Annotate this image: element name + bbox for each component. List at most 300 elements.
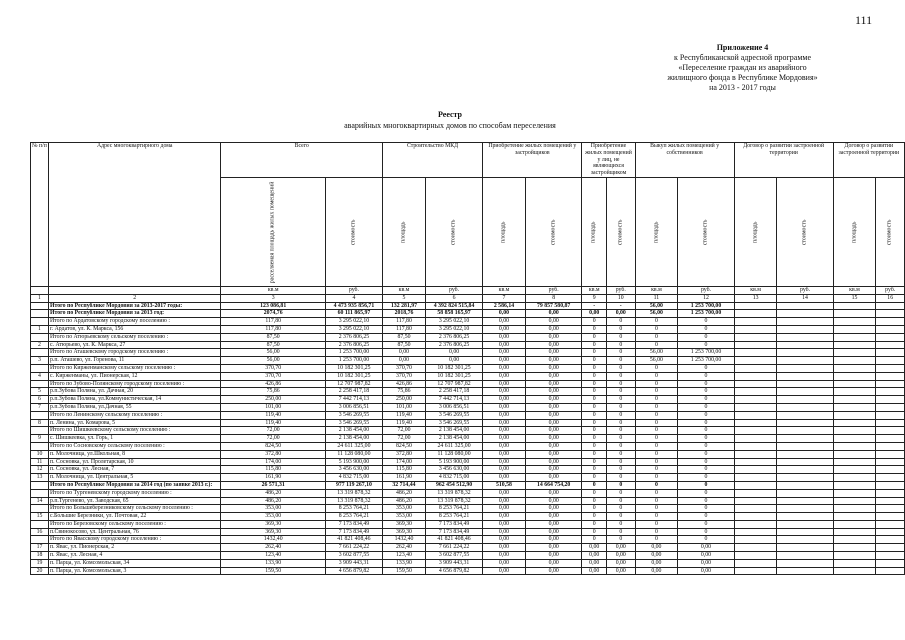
row-value: 0: [635, 513, 678, 521]
row-value: 0: [635, 442, 678, 450]
row-value: 0,00: [483, 364, 526, 372]
row-value: 0,00: [607, 552, 636, 560]
row-address: Итого по Ленинскому сельскому поселению :: [48, 411, 221, 419]
row-value: 0: [582, 520, 607, 528]
row-value: [833, 427, 876, 435]
row-value: [734, 435, 777, 443]
row-value: 3 006 856,51: [325, 403, 382, 411]
row-value: 2 376 806,25: [325, 333, 382, 341]
row-value: [876, 388, 905, 396]
row-value: [777, 505, 833, 513]
row-value: 0: [678, 380, 734, 388]
row-address: п. Сосновка, ул. Пролетарская, 10: [48, 458, 221, 466]
row-value: 75,86: [382, 388, 425, 396]
row-value: [777, 364, 833, 372]
table-row: [31, 466, 905, 474]
row-value: 0: [582, 372, 607, 380]
row-value: 0: [582, 458, 607, 466]
row-value: 962 454 512,90: [426, 481, 483, 489]
subtotal-row: [31, 427, 905, 435]
row-value: [833, 364, 876, 372]
row-value: 5 193 900,00: [426, 458, 483, 466]
row-address: р.п. Аташево, ул. Горенова, 11: [48, 357, 221, 365]
row-value: [833, 520, 876, 528]
table-row: [31, 325, 905, 333]
row-value: [876, 372, 905, 380]
sub-area: площадь: [833, 177, 876, 286]
row-value: 486,20: [382, 497, 425, 505]
column-number: 9: [582, 294, 607, 302]
row-value: [876, 442, 905, 450]
row-value: 0,00: [483, 396, 526, 404]
row-value: 1 253 700,00: [325, 357, 382, 365]
row-value: 2074,76: [221, 310, 325, 318]
row-value: 0: [635, 427, 678, 435]
row-value: 977 119 267,10: [325, 481, 382, 489]
row-value: 0,00: [382, 357, 425, 365]
row-value: [876, 489, 905, 497]
row-value: [833, 481, 876, 489]
row-value: 56,00: [635, 310, 678, 318]
row-value: 0: [582, 364, 607, 372]
row-value: [734, 458, 777, 466]
row-value: 0: [607, 497, 636, 505]
row-value: 159,50: [382, 567, 425, 575]
row-value: 370,70: [382, 372, 425, 380]
row-value: 11 128 080,00: [325, 450, 382, 458]
row-value: 13 319 878,32: [325, 497, 382, 505]
row-address: Итого по Березовскому сельскому поселению :: [48, 520, 221, 528]
row-value: [734, 302, 777, 310]
row-value: [876, 318, 905, 326]
row-value: 0,00: [525, 513, 582, 521]
subtotal-row: [31, 318, 905, 326]
row-value: [777, 544, 833, 552]
row-value: [833, 559, 876, 567]
row-value: 3 602 877,55: [426, 552, 483, 560]
row-value: 2 138 454,00: [426, 427, 483, 435]
row-value: 369,30: [382, 528, 425, 536]
row-value: 0: [582, 427, 607, 435]
row-value: 0: [635, 528, 678, 536]
row-value: 87,50: [382, 341, 425, 349]
row-value: [833, 349, 876, 357]
row-value: [734, 364, 777, 372]
row-value: 79 857 580,87: [525, 302, 582, 310]
row-value: 510,58: [483, 481, 526, 489]
row-value: 3 295 022,10: [325, 318, 382, 326]
row-value: 41 821 408,46: [426, 536, 483, 544]
row-value: 0,00: [525, 411, 582, 419]
header-address: Адрес многоквартирного дома: [48, 143, 221, 287]
row-value: [876, 419, 905, 427]
row-value: [734, 559, 777, 567]
table-row: [31, 544, 905, 552]
row-value: 0: [678, 341, 734, 349]
row-number: 10: [31, 450, 49, 458]
row-value: [734, 318, 777, 326]
row-value: 0,00: [483, 357, 526, 365]
row-value: [734, 481, 777, 489]
row-value: [734, 396, 777, 404]
row-value: 372,80: [221, 450, 325, 458]
row-address: р.п.Тургенево, ул. Заводская, 65: [48, 497, 221, 505]
row-value: 0,00: [483, 474, 526, 482]
row-value: 2 376 806,25: [325, 341, 382, 349]
row-value: [833, 567, 876, 575]
row-address: р.п.Зубова Поляна, ул.Коммунистическая, 14: [48, 396, 221, 404]
row-address: п. Явас, ул. Лесная, 4: [48, 552, 221, 560]
row-value: [777, 474, 833, 482]
row-value: 0: [635, 396, 678, 404]
row-address: п.Свинокосово, ул. Центральная, 76: [48, 528, 221, 536]
row-value: [777, 357, 833, 365]
row-value: 0,00: [483, 333, 526, 341]
row-value: 0: [635, 411, 678, 419]
row-value: 0: [582, 357, 607, 365]
row-value: [734, 380, 777, 388]
row-value: 2 258 417,18: [426, 388, 483, 396]
row-value: [734, 427, 777, 435]
row-value: 58 858 165,97: [426, 310, 483, 318]
sub-cost: стоимость: [876, 177, 905, 286]
row-address: п. Ленина, ул. Комарова, 5: [48, 419, 221, 427]
row-value: 0: [678, 442, 734, 450]
row-value: 0: [582, 349, 607, 357]
row-number: [31, 536, 49, 544]
row-value: 369,30: [221, 528, 325, 536]
row-value: 0: [678, 481, 734, 489]
row-value: [734, 388, 777, 396]
row-value: [876, 474, 905, 482]
row-value: 0: [635, 520, 678, 528]
row-value: 75,86: [221, 388, 325, 396]
row-value: 32 714,44: [382, 481, 425, 489]
row-value: 0,00: [525, 497, 582, 505]
row-value: 0: [607, 513, 636, 521]
row-value: 14 664 754,20: [525, 481, 582, 489]
row-value: [777, 513, 833, 521]
sub-cost: стоимость: [426, 177, 483, 286]
row-value: [777, 489, 833, 497]
row-value: 2 138 454,00: [325, 427, 382, 435]
row-value: 123,40: [382, 552, 425, 560]
row-value: [876, 411, 905, 419]
row-value: 353,00: [382, 505, 425, 513]
row-value: 0,00: [483, 380, 526, 388]
row-number: [31, 380, 49, 388]
row-value: 0,00: [525, 559, 582, 567]
row-value: 0: [582, 481, 607, 489]
column-number: 2: [48, 294, 221, 302]
row-value: 2 258 417,18: [325, 388, 382, 396]
row-value: 0,00: [483, 552, 526, 560]
row-value: 372,80: [382, 450, 425, 458]
row-value: 0: [678, 520, 734, 528]
appendix-line3: «Переселение граждан из аварийного: [678, 63, 807, 72]
row-value: [833, 310, 876, 318]
column-number: 7: [483, 294, 526, 302]
row-value: [777, 310, 833, 318]
row-value: 123 086,81: [221, 302, 325, 310]
appendix-line2: к Республиканской адресной программе: [673, 53, 812, 62]
row-value: 0,00: [582, 544, 607, 552]
column-number-row: [31, 294, 905, 302]
row-value: [833, 388, 876, 396]
row-value: 101,00: [221, 403, 325, 411]
row-value: 0,00: [525, 458, 582, 466]
row-value: [833, 489, 876, 497]
appendix-line1: Приложение 4: [716, 43, 769, 52]
row-address: Итого по Большеберезниковскому сельскому поселению :: [48, 505, 221, 513]
row-value: [833, 474, 876, 482]
row-value: [833, 544, 876, 552]
row-value: [777, 325, 833, 333]
row-value: 824,50: [382, 442, 425, 450]
row-value: 0,00: [483, 559, 526, 567]
table-row: [31, 403, 905, 411]
row-value: 0: [582, 333, 607, 341]
header-territory-1: Договор о развитии застроенной территории: [734, 143, 833, 178]
row-value: 0: [607, 458, 636, 466]
row-number: 14: [31, 497, 49, 505]
row-value: 2018,76: [382, 310, 425, 318]
row-address: г. Ардатов, ул. К. Маркса, 156: [48, 325, 221, 333]
row-address: Итого по Ардатовскому городскому поселению :: [48, 318, 221, 326]
row-value: [777, 481, 833, 489]
row-value: 0,00: [607, 310, 636, 318]
row-value: 119,40: [382, 411, 425, 419]
row-address: Итого по Тургеневскому городскому поселению :: [48, 489, 221, 497]
row-value: 0: [635, 435, 678, 443]
row-value: 0,00: [483, 567, 526, 575]
row-value: 159,50: [221, 567, 325, 575]
row-value: 0: [607, 520, 636, 528]
row-value: 0,00: [525, 552, 582, 560]
row-value: [734, 489, 777, 497]
row-number: [31, 442, 49, 450]
row-value: [833, 497, 876, 505]
row-number: [31, 411, 49, 419]
row-value: 0,00: [525, 341, 582, 349]
row-value: [734, 403, 777, 411]
row-value: 161,90: [382, 474, 425, 482]
column-number: 12: [678, 294, 734, 302]
row-number: 19: [31, 559, 49, 567]
row-address: с.Большие Березники, ул. Почтовая, 22: [48, 513, 221, 521]
row-value: 2 138 454,00: [325, 435, 382, 443]
row-value: 3 006 856,51: [426, 403, 483, 411]
row-value: 0: [678, 474, 734, 482]
row-value: 0: [635, 341, 678, 349]
row-value: 3 546 269,55: [325, 419, 382, 427]
row-number: [31, 364, 49, 372]
table-row: [31, 552, 905, 560]
row-value: 0: [678, 536, 734, 544]
row-value: 174,00: [382, 458, 425, 466]
row-value: 0: [607, 505, 636, 513]
column-number: 14: [777, 294, 833, 302]
row-value: [833, 302, 876, 310]
row-value: 0,00: [483, 318, 526, 326]
row-value: 12 707 987,82: [426, 380, 483, 388]
row-value: 123,40: [221, 552, 325, 560]
row-value: 0,00: [582, 559, 607, 567]
row-value: [876, 544, 905, 552]
row-value: [734, 466, 777, 474]
row-value: [777, 411, 833, 419]
table-row: [31, 497, 905, 505]
row-value: 0,00: [426, 349, 483, 357]
row-value: 161,90: [221, 474, 325, 482]
row-value: 0: [607, 528, 636, 536]
row-value: [876, 458, 905, 466]
row-value: [777, 442, 833, 450]
row-address: Итого по Республике Мордовия за 2013-2017 годы:: [48, 302, 221, 310]
row-number: 3: [31, 357, 49, 365]
row-address: с. Атюрьево, ул. К. Маркса, 27: [48, 341, 221, 349]
row-number: [31, 505, 49, 513]
row-value: 2 376 806,25: [426, 333, 483, 341]
row-value: 0: [635, 466, 678, 474]
row-address: п. Явас, ул. Пионерская, 2: [48, 544, 221, 552]
row-value: 119,40: [221, 411, 325, 419]
row-value: [876, 466, 905, 474]
units-row: кв.м руб. кв.м руб. кв.м руб. кв.м руб. кв.м руб. кв.м руб. кв.м руб.: [31, 286, 905, 294]
row-value: 0: [607, 435, 636, 443]
row-value: 2 138 454,00: [426, 435, 483, 443]
row-value: 369,30: [382, 520, 425, 528]
header-not-developer: Приобретение жилых помещений у лиц, не являющихся застройщиком: [582, 143, 635, 178]
row-value: [833, 552, 876, 560]
row-value: 0: [635, 536, 678, 544]
row-value: -: [607, 302, 636, 310]
subtotal-row: [31, 411, 905, 419]
row-value: 0: [582, 513, 607, 521]
row-value: 0,00: [525, 349, 582, 357]
row-value: 0: [607, 481, 636, 489]
column-number: 8: [525, 294, 582, 302]
row-value: [777, 458, 833, 466]
row-value: 87,50: [382, 333, 425, 341]
row-value: 0,00: [483, 442, 526, 450]
row-value: 0,00: [525, 318, 582, 326]
row-value: [734, 505, 777, 513]
row-value: [777, 419, 833, 427]
row-value: 0: [607, 442, 636, 450]
row-number: 18: [31, 552, 49, 560]
row-value: 0: [582, 489, 607, 497]
row-value: 0: [678, 388, 734, 396]
sub-area: площадь: [382, 177, 425, 286]
row-value: 0: [607, 341, 636, 349]
row-value: 353,00: [382, 513, 425, 521]
row-value: 87,50: [221, 333, 325, 341]
row-value: [734, 450, 777, 458]
row-value: [777, 466, 833, 474]
sub-cost: стоимость: [525, 177, 582, 286]
row-number: [31, 302, 49, 310]
row-value: 0,00: [525, 380, 582, 388]
row-value: 2 376 806,25: [426, 341, 483, 349]
row-value: 0,00: [525, 396, 582, 404]
column-number: 5: [382, 294, 425, 302]
row-value: 262,40: [221, 544, 325, 552]
row-value: 0: [607, 419, 636, 427]
row-value: 8 253 764,21: [325, 505, 382, 513]
row-value: [833, 396, 876, 404]
row-address: Итого по Республике Мордовия за 2013 год:: [48, 310, 221, 318]
appendix-line4: жилищного фонда в Республике Мордовия»: [667, 73, 818, 82]
row-value: 0,00: [525, 505, 582, 513]
row-value: 72,00: [221, 427, 325, 435]
row-value: 0: [635, 333, 678, 341]
row-value: [876, 450, 905, 458]
row-value: [876, 310, 905, 318]
page-number: 111: [855, 13, 873, 27]
row-value: 0: [607, 333, 636, 341]
row-value: 3 909 443,31: [426, 559, 483, 567]
row-value: [833, 318, 876, 326]
row-value: 56,00: [635, 357, 678, 365]
row-value: 4 392 824 515,84: [426, 302, 483, 310]
row-value: 370,70: [221, 364, 325, 372]
row-number: 5: [31, 388, 49, 396]
row-value: [734, 513, 777, 521]
row-value: 13 319 878,32: [426, 497, 483, 505]
row-address: п. Парца, ул. Комсомольская, 34: [48, 559, 221, 567]
row-value: 0,00: [483, 372, 526, 380]
table-row: [31, 435, 905, 443]
row-value: [777, 536, 833, 544]
row-value: 0: [607, 427, 636, 435]
row-value: 0: [607, 380, 636, 388]
header-developer: Приобретение жилых помещений у застройщиков: [483, 143, 582, 178]
column-number: 11: [635, 294, 678, 302]
row-number: 16: [31, 528, 49, 536]
row-value: 0,00: [483, 536, 526, 544]
row-value: 0: [607, 411, 636, 419]
row-value: 0: [678, 318, 734, 326]
row-number: [31, 349, 49, 357]
row-value: 5 193 900,00: [325, 458, 382, 466]
row-value: 1 253 700,00: [678, 302, 734, 310]
row-value: 0,00: [678, 559, 734, 567]
table-row: [31, 474, 905, 482]
row-value: 0,00: [525, 364, 582, 372]
row-value: 0: [607, 388, 636, 396]
subtotal-row: [31, 380, 905, 388]
row-number: [31, 520, 49, 528]
row-value: [777, 302, 833, 310]
row-value: 0: [607, 372, 636, 380]
row-value: 0: [607, 474, 636, 482]
sub-area: площадь: [582, 177, 607, 286]
row-value: 0: [678, 497, 734, 505]
row-number: 17: [31, 544, 49, 552]
row-value: 56,00: [635, 302, 678, 310]
row-value: 0,00: [525, 544, 582, 552]
row-value: 3 546 269,55: [426, 411, 483, 419]
row-value: 0,00: [483, 341, 526, 349]
row-value: 11 128 080,00: [426, 450, 483, 458]
column-number: 3: [221, 294, 325, 302]
row-value: 0: [582, 380, 607, 388]
row-value: 0,00: [483, 427, 526, 435]
row-value: 72,00: [382, 427, 425, 435]
row-value: 0,00: [426, 357, 483, 365]
row-address: п. Парца, ул. Комсомольская, 3: [48, 567, 221, 575]
